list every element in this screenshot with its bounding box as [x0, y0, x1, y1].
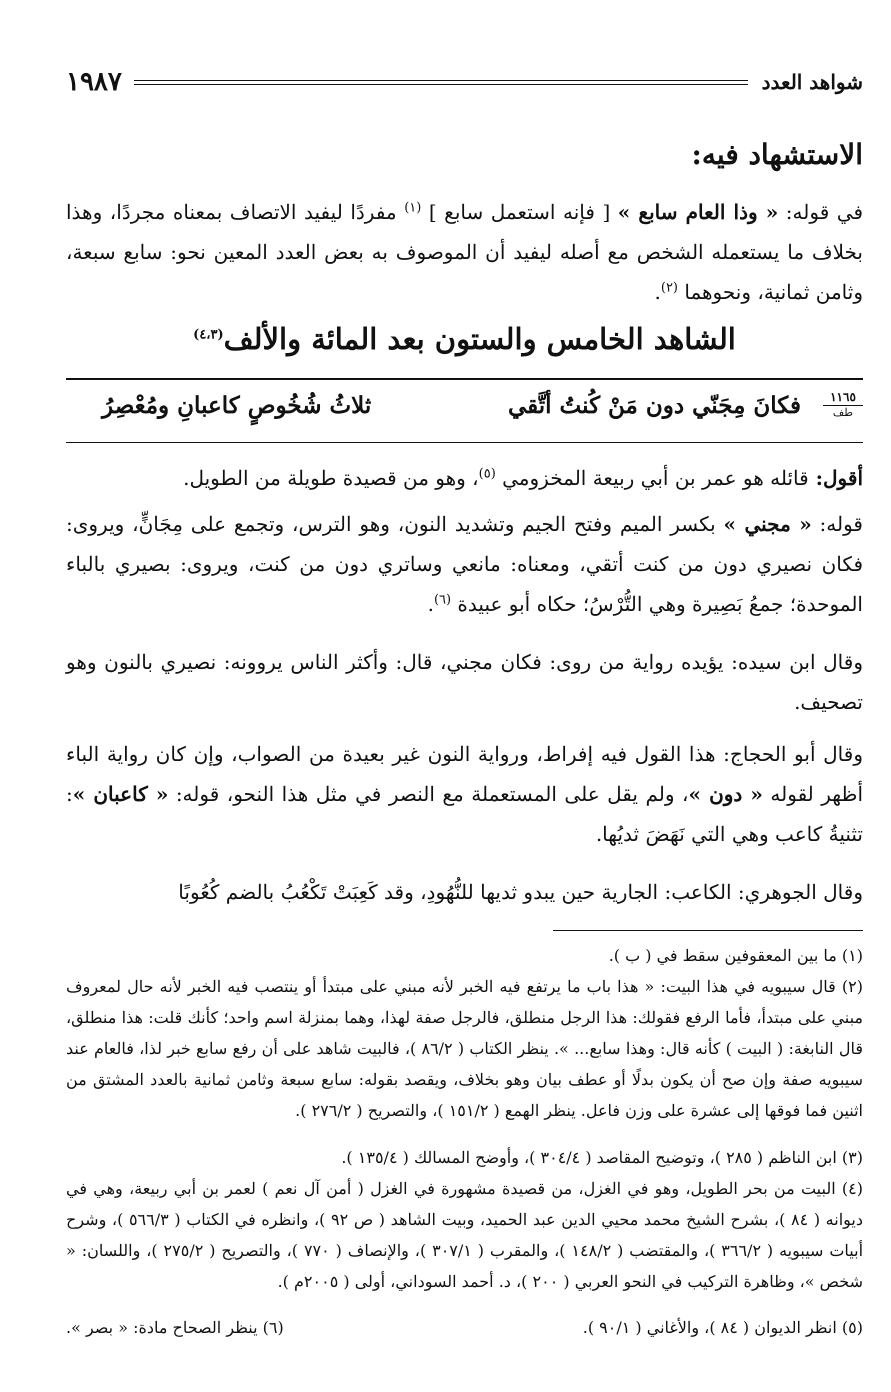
footnote-ref: (١): [404, 200, 422, 216]
verse-meter: طف: [832, 406, 854, 419]
body-paragraph-5: وقال الجوهري: الكاعب: الجارية حين يبدو ثديها للنُّهُودِ، وقد كَعِبَتْ تَكْعُبُ بالضم كُعُوبًا: [178, 880, 863, 904]
section-heading: الاستشهاد فيه:: [691, 138, 863, 171]
first-hemistich: فكانَ مِجَنّي دون مَنْ كُنتُ أتَّقي: [507, 392, 801, 419]
footnote-2: (٢) قال سيبويه في هذا البيت: « هذا باب ما يرتفع فيه الخبر لأنه مبني على مبتدأ أو ينتصب فيه الخبر لأنه حال لمعروف مبني على مبتدأ، فأما الرفع فقولك: هذا الرجل منطلق، فالرجل صفة لهذا، وهما بمنزلة اسم واحد؛ كأنك قلت: هذا منطلق، قال النابغة: ( البيت ) كأنه قال: وهذا سابع... ». ينظر الكتاب ( ٨٦/٢ )، فالبيت شاهد على أن رفع سابع خبر لذا، فالعام عند سيبويه صفة وإن صح أن يكون بدلًا أو عطف بيان وهو بخلاف، ويقصد بقوله: سابع سبعة وثامن ثمانية بالعدد المشتق من اثنين فما فوقها إلى عشرة على وزن فاعل. ينظر الهمع ( ١٥١/٢ )، والتصريح ( ٢٧٦/٢ ).: [66, 977, 863, 1120]
quoted-phrase: « كاعبان »: [72, 782, 169, 806]
footnotes-5-6: [66, 1312, 863, 1343]
body-paragraph-3: وقال ابن سيده: يؤيده رواية من روى: فكان مجني، قال: وأكثر الناس يروونه: نصيري بالنون وهو تصحيف.: [66, 650, 863, 714]
footnote-4: (٤) البيت من بحر الطويل، وهو في الغزل، من قصيدة مشهورة في الغزل ( أمن آل نعم ) لعمر بن أبي ربيعة، وهي في ديوانه ( ٨٤ )، بشرح الشيخ محمد محيي الدين عبد الحميد، وبيت الشاهد ( ص ٩٢ )، وانظره في الكتاب ( ٥٦٦/٣ )، وشرح أبيات سيبويه ( ٣٦٦/٢ )، والمقتضب ( ١٤٨/٢ )، والمقرب ( ٣٠٧/١ )، والإنصاف ( ٧٧٠ )، والتصريح ( ٢٧٥/٢ )، واللسان: « شخص »، وظاهرة التركيب في النحو العربي ( ٢٠٠ )، د. أحمد السوداني، أولى ( ٢٠٠٥م ).: [66, 1179, 864, 1291]
page-number: ١٩٨٧: [66, 67, 122, 97]
running-title: شواهد العدد: [761, 70, 863, 94]
istishhad-paragraph: في قوله: « وذا العام سابع » [ فإنه استعمل سابع ] $^{(١)}$ مفردًا ليفيد الاتصاف بمعناه مجردًا، وهذا بخلاف ما يستعمله الشخص مع أصله ليفيد أن الموصوف به بعض العدد المعين نحو: سابع سبعة، وثامن ثمانية، ونحوهما $^{(٢)}$.: [66, 200, 864, 304]
footnote-separator: [553, 930, 863, 931]
second-hemistich: ثلاثُ شُخُوصٍ كاعبانِ ومُعْصِرُ: [102, 392, 372, 419]
footnote-1: (١) ما بين المعقوفين سقط في ( ب ).: [608, 946, 863, 965]
footnote-ref: (٢): [660, 280, 678, 296]
footnote-3: (٣) ابن الناظم ( ٢٨٥ )، وتوضيح المقاصد ( ٣٠٤/٤ )، وأوضح المسالك ( ١٣٥/٤ ).: [341, 1148, 863, 1167]
footnote-ref: (٤،٣): [193, 327, 224, 343]
footnote-ref: (٦): [433, 592, 452, 608]
footnote-6: (٦) ينظر الصحاح مادة: « بصر ».: [66, 1318, 284, 1337]
body-paragraph-1: أقول: قائله هو عمر بن أبي ربيعة المخزومي $^{(٥)}$، وهو من قصيدة طويلة من الطويل.: [183, 466, 863, 490]
quoted-phrase: « دون »: [688, 782, 763, 806]
verse-box: [66, 378, 863, 443]
footnote-ref: (٥): [478, 466, 496, 482]
running-header: [66, 64, 863, 100]
footnote-5: (٥) انظر الديوان ( ٨٤ )، والأغاني ( ٩٠/١ ).: [582, 1318, 863, 1337]
quoted-phrase: « وذا العام سابع »: [617, 200, 779, 224]
header-rule: [134, 80, 748, 85]
witness-title: الشاهد الخامس والستون بعد المائة والألف$^{(٤،٣)}$: [193, 322, 736, 356]
quoted-phrase: « مجني »: [723, 512, 812, 536]
body-paragraph-4: وقال أبو الحجاج: هذا القول فيه إفراط، ورواية النون غير بعيدة من الصواب، وإن كان رواية الباء أظهر لقوله « دون »، ولم يقل على المستعملة مع النصر في مثل هذا النحو، قوله: « كاعبان »: تثنيةُ كاعب وهي التي نَهَضَ ثديُها.: [66, 742, 863, 846]
verse-number: ١١٦٥ طف: [823, 390, 863, 420]
body-paragraph-2: قوله: « مجني » بكسر الميم وفتح الجيم وتشديد النون، وهو الترس، وتجمع على مِجَانٍّ، ويروى: فكان نصيري دون من كنت أتقي، ومعناه: مانعي وساتري دون من كنت، ويروى: بصيري بالباء الموحدة؛ جمعُ بَصِيرة وهي التُّرْسُ؛ حكاه أبو عبيدة $^{(٦)}$.: [66, 512, 863, 616]
